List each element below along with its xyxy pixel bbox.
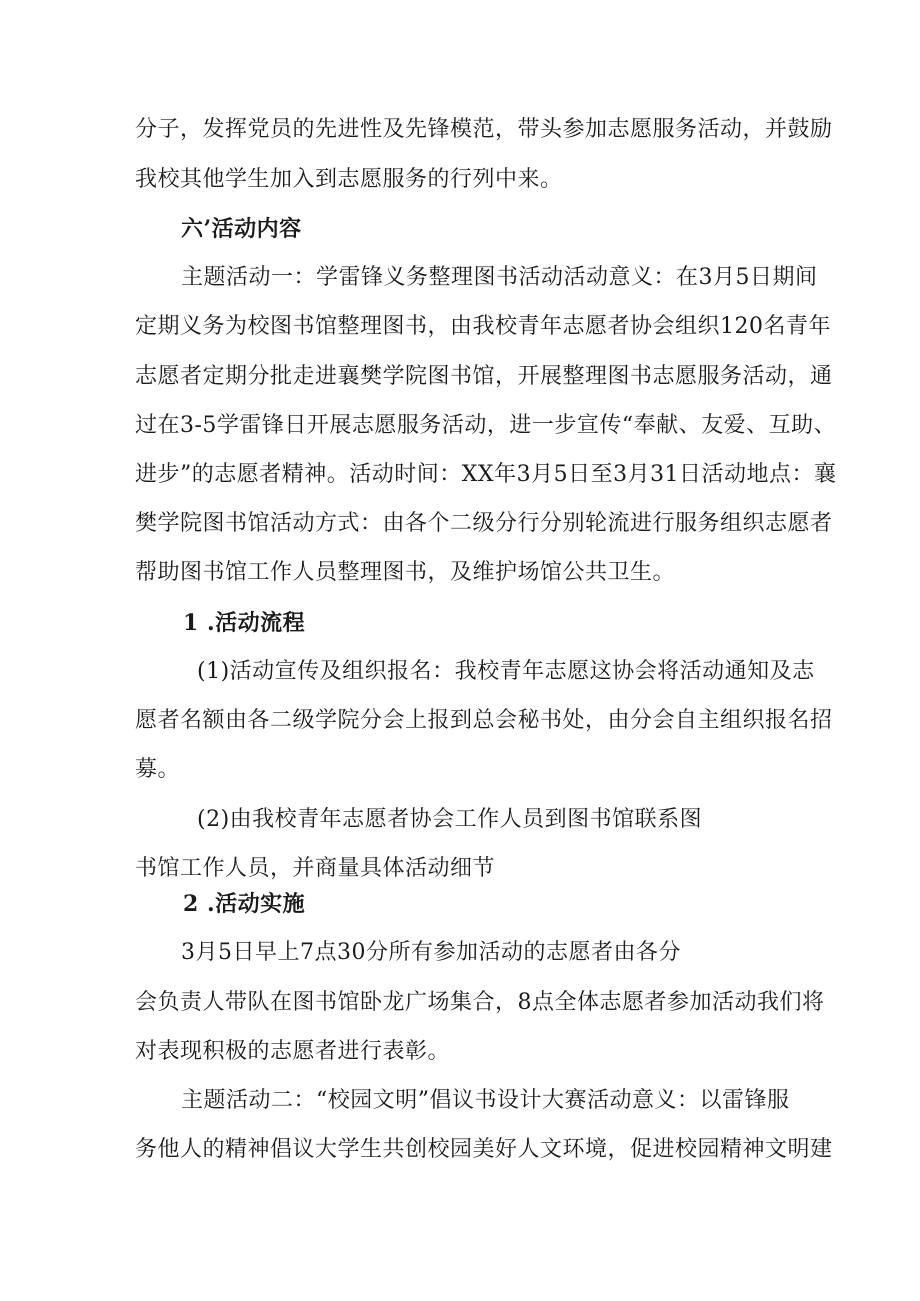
paragraph-line: 募。 (135, 757, 181, 782)
paragraph-line: 对表现积极的志愿者进行表彰。 (135, 1039, 451, 1064)
paragraph-line: 务他人的精神倡议大学生共创校园美好人文环境，促进校园精神文明建 (135, 1137, 833, 1162)
paragraph-line: 帮助图书馆工作人员整理图书，及维护场馆公共卫生。 (135, 560, 676, 585)
paragraph-line: 分子，发挥党员的先进性及先锋模范，带头参加志愿服务活动，并鼓励 (135, 117, 833, 142)
paragraph-line: 志愿者定期分批走进襄樊学院图书馆，开展整理图书志愿服务活动，通 (135, 364, 833, 389)
paragraph-line: (1)活动宣传及组织报名：我校青年志愿这协会将活动通知及志 (197, 659, 815, 684)
paragraph-line: 定期义务为校图书馆整理图书，由我校青年志愿者协会组织120名青年 (135, 314, 831, 339)
subsection-heading: 1 .活动流程 (183, 610, 306, 636)
paragraph-line: 我校其他学生加入到志愿服务的行列中来。 (135, 167, 563, 192)
paragraph-line: 会负责人带队在图书馆卧龙广场集合，8点全体志愿者参加活动我们将 (135, 990, 825, 1015)
paragraph-line: 主题活动一：学雷锋义务整理图书活动活动意义：在3月5日期间 (181, 265, 818, 290)
paragraph-line: 书馆工作人员，并商量具体活动细节 (135, 856, 496, 881)
paragraph-line: 主题活动二：“校园文明”倡议书设计大赛活动意义：以雷锋服 (181, 1088, 790, 1113)
paragraph-line: 愿者名额由各二级学院分会上报到总会秘书处，由分会自主组织报名招 (135, 708, 833, 733)
subsection-heading: 2 .活动实施 (183, 891, 306, 917)
paragraph-line: (2)由我校青年志愿者协会工作人员到图书馆联系图 (197, 807, 703, 832)
paragraph-line: 3月5日早上7点30分所有参加活动的志愿者由各分 (181, 940, 681, 965)
paragraph-line: 进步”的志愿者精神。活动时间：XX年3月5日至3月31日活动地点：襄 (135, 462, 837, 487)
section-heading: 六’活动内容 (181, 216, 302, 242)
paragraph-line: 樊学院图书馆活动方式：由各个二级分行分别轮流进行服务组织志愿者 (135, 511, 833, 536)
paragraph-line: 过在3-5学雷锋日开展志愿服务活动，进一步宣传“奉献、友爱、互助、 (135, 413, 837, 438)
